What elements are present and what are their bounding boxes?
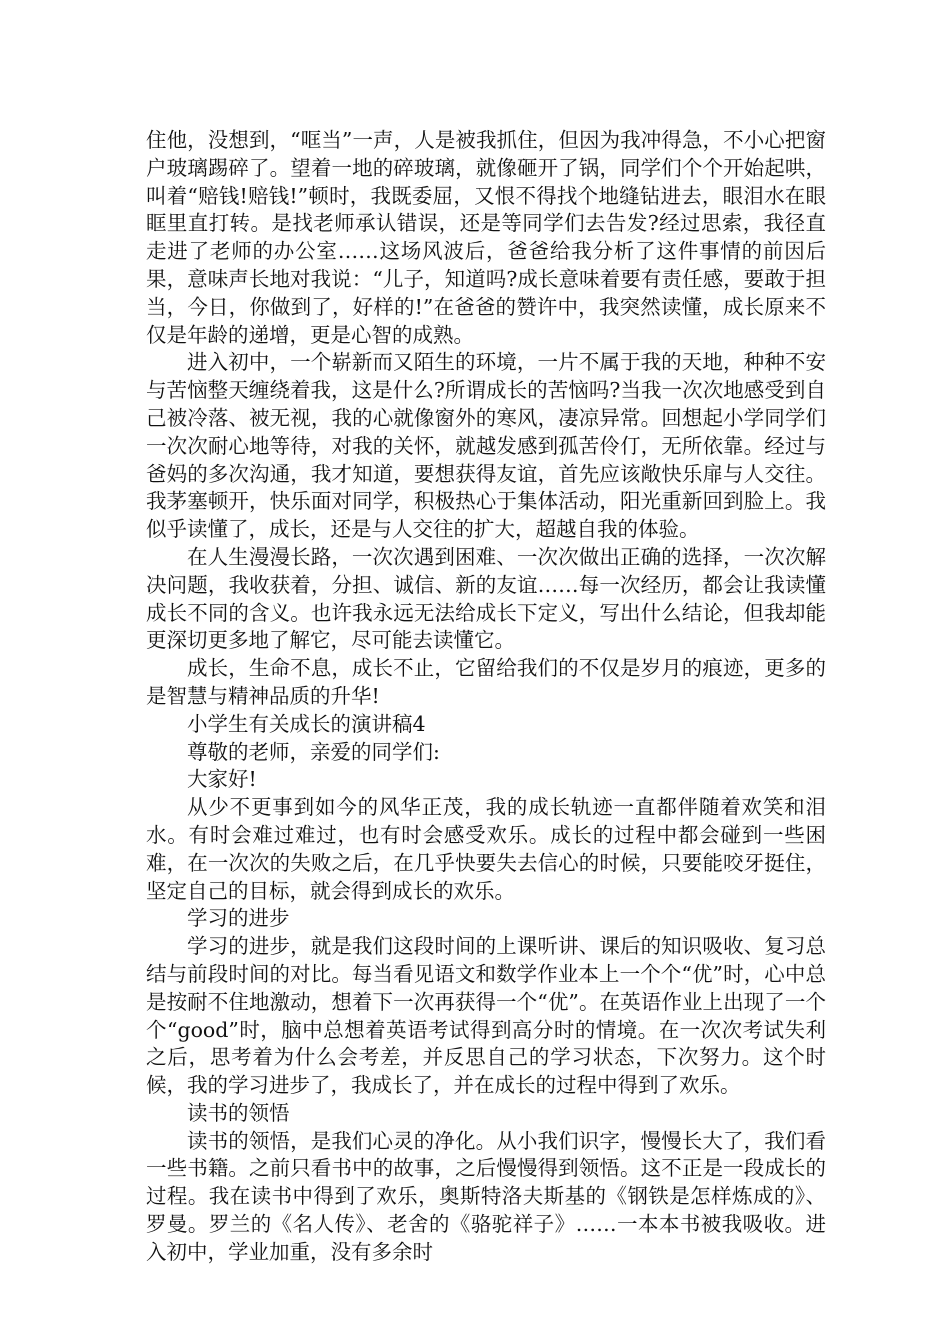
salutation: 尊敬的老师，亲爱的同学们: [187, 739, 440, 764]
paragraph-3: 在人生漫漫长路，一次次遇到困难、一次次做出正确的选择，一次次解决问题，我收获着，分担、诚信、新的友谊……每一次经历，都会让我读懂成长不同的含义。也许我永远无法给成长下定义，写出什么结论，但我却能更深切更多地了解它，尽可能去读懂它。 [146, 544, 826, 653]
section-title: 小学生有关成长的演讲稿4 [187, 711, 426, 736]
subheading-study-progress: 学习的进步 [187, 906, 290, 931]
document-body [146, 127, 826, 1267]
paragraph-reading-insight: 读书的领悟，是我们心灵的净化。从小我们识字，慢慢长大了，我们看一些书籍。之前只看书中的故事，之后慢慢得到领悟。这不正是一段成长的过程。我在读书中得到了欢乐，奥斯特洛夫斯基的《钢铁是怎样炼成的》、罗曼。罗兰的《名人传》、老舍的《骆驼祥子》……一本本书被我吸收。进入初中，学业加重，没有多余时 [146, 1128, 826, 1264]
paragraph-4: 成长，生命不息，成长不止，它留给我们的不仅是岁月的痕迹，更多的是智慧与精神品质的升华! [146, 656, 826, 708]
paragraph-2: 进入初中，一个崭新而又陌生的环境，一片不属于我的天地，种种不安与苦恼整天缠绕着我，这是什么?所谓成长的苦恼吗?当我一次次地感受到自己被冷落、被无视，我的心就像窗外的寒风，凄凉异常。回想起小学同学们一次次耐心地等待，对我的关怀，就越发感到孤苦伶仃，无所依靠。经过与爸妈的多次沟通，我才知道，要想获得友谊，首先应该敞快乐扉与人交往。我茅塞顿开，快乐面对同学，积极热心于集体活动，阳光重新回到脸上。我似乎读懂了，成长，还是与人交往的扩大，超越自我的体验。 [146, 350, 826, 542]
paragraph-intro: 从少不更事到如今的风华正茂，我的成长轨迹一直都伴随着欢笑和泪水。有时会难过难过，也有时会感受欢乐。成长的过程中都会碰到一些困难，在一次次的失败之后，在几乎快要失去信心的时候，只要能咬牙挺住，坚定自己的目标，就会得到成长的欢乐。 [146, 795, 826, 903]
paragraph-1: 住他，没想到，“哐当”一声，人是被我抓住，但因为我冲得急，不小心把窗户玻璃踢碎了。望着一地的碎玻璃，就像砸开了锅，同学们个个开始起哄，叫着“赔钱!赔钱!”顿时，我既委屈，又恨不得找个地缝钻进去，眼泪水在眼眶里直打转。是找老师承认错误，还是等同学们去告发?经过思索，我径直走进了老师的办公室……这场风波后，爸爸给我分析了这件事情的前因后果，意味声长地对我说：“儿子，知道吗?成长意味着要有责任感，要敢于担当，今日，你做到了，好样的!”在爸爸的赞许中，我突然读懂，成长原来不仅是年龄的递增，更是心智的成熟。 [146, 128, 826, 347]
greeting: 大家好! [187, 767, 257, 792]
subheading-reading-insight: 读书的领悟 [187, 1100, 290, 1125]
paragraph-study-progress: 学习的进步，就是我们这段时间的上课听讲、课后的知识吸收、复习总结与前段时间的对比。每当看见语文和数学作业本上一个个“优”时，心中总是按耐不住地激动，想着下一次再获得一个“优”。在英语作业上出现了一个个“good”时，脑中总想着英语考试得到高分时的情境。在一次次考试失利之后，思考着为什么会考差，并反思自己的学习状态，下次努力。这个时候，我的学习进步了，我成长了，并在成长的过程中得到了欢乐。 [146, 934, 826, 1098]
